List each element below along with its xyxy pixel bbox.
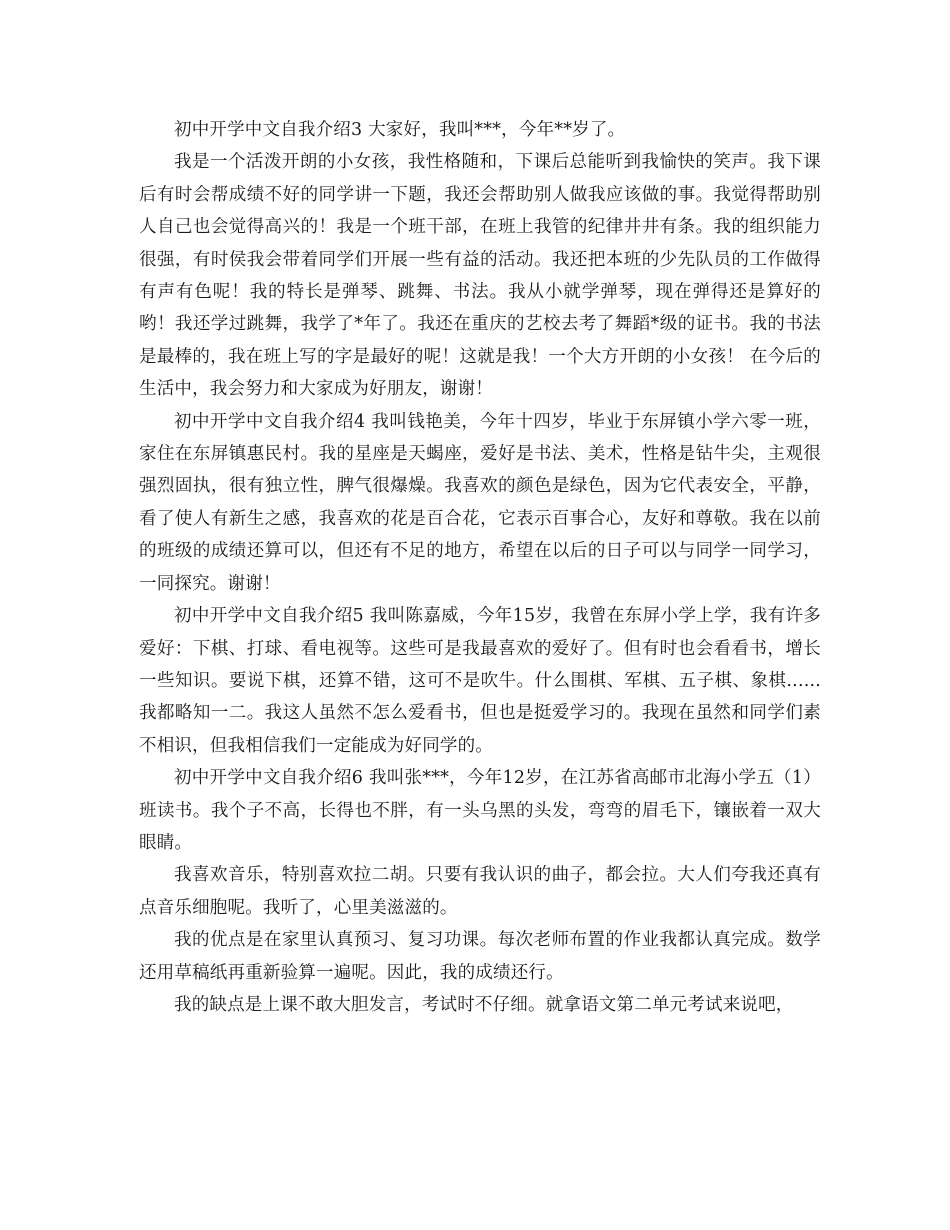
paragraph-intro-3-title: 初中开学中文自我介绍3 大家好，我叫***，今年**岁了。 <box>174 120 626 140</box>
paragraph-strengths: 我的优点是在家里认真预习、复习功课。每次老师布置的作业我都认真完成。数学还用草稿纸再重新验算一遍呢。因此，我的成绩还行。 <box>139 930 821 983</box>
paragraph-music: 我喜欢音乐，特别喜欢拉二胡。只要有我认识的曲子，都会拉。大人们夸我还真有点音乐细胞呢。我听了，心里美滋滋的。 <box>139 865 821 918</box>
paragraph-intro-6: 初中开学中文自我介绍6 我叫张***，今年12岁，在江苏省高邮市北海小学五（1）班读书。我个子不高，长得也不胖，有一头乌黑的头发，弯弯的眉毛下，镶嵌着一双大眼睛。 <box>139 768 821 853</box>
paragraph-intro-3-body: 我是一个活泼开朗的小女孩，我性格随和，下课后总能听到我愉快的笑声。我下课后有时会帮成绩不好的同学讲一下题，我还会帮助别人做我应该做的事。我觉得帮助别人自己也会觉得高兴的！我是一个班干部，在班上我管的纪律井井有条。我的组织能力很强，有时侯我会带着同学们开展一些有益的活动。我还把本班的少先队员的工作做得有声有色呢！我的特长是弹琴、跳舞、书法。我从小就学弹琴，现在弹得还是算好的哟！我还学过跳舞，我学了*年了。我还在重庆的艺校去考了舞蹈*级的证书。我的书法是最棒的，我在班上写的字是最好的呢！这就是我！一个大方开朗的小女孩！ 在今后的生活中，我会努力和大家成为好朋友，谢谢！ <box>139 152 821 400</box>
paragraph-weaknesses: 我的缺点是上课不敢大胆发言，考试时不仔细。就拿语文第二单元考试来说吧， <box>174 994 794 1015</box>
paragraph-intro-5: 初中开学中文自我介绍5 我叫陈嘉威，今年15岁，我曾在东屏小学上学，我有许多爱好：下棋、打球、看电视等。这些可是我最喜欢的爱好了。但有时也会看看书，增长一些知识。要说下棋，还算不错，这可不是吹牛。什么围棋、军棋、五子棋、象棋......我都略知一二。我这人虽然不怎么爱看书，但也是挺爱学习的。我现在虽然和同学们素不相识，但我相信我们一定能成为好同学的。 <box>139 606 821 756</box>
document-body <box>139 114 821 1021</box>
paragraph-intro-4: 初中开学中文自我介绍4 我叫钱艳美，今年十四岁，毕业于东屏镇小学六零一班，家住在东屏镇惠民村。我的星座是天蝎座，爱好是书法、美术，性格是钻牛尖，主观很强烈固执，很有独立性，脾气很爆燥。我喜欢的颜色是绿色，因为它代表安全，平静，看了使人有新生之感，我喜欢的花是百合花，它表示百事合心，友好和尊敬。我在以前的班级的成绩还算可以，但还有不足的地方，希望在以后的日子可以与同学一同学习，一同探究。谢谢！ <box>139 411 821 594</box>
